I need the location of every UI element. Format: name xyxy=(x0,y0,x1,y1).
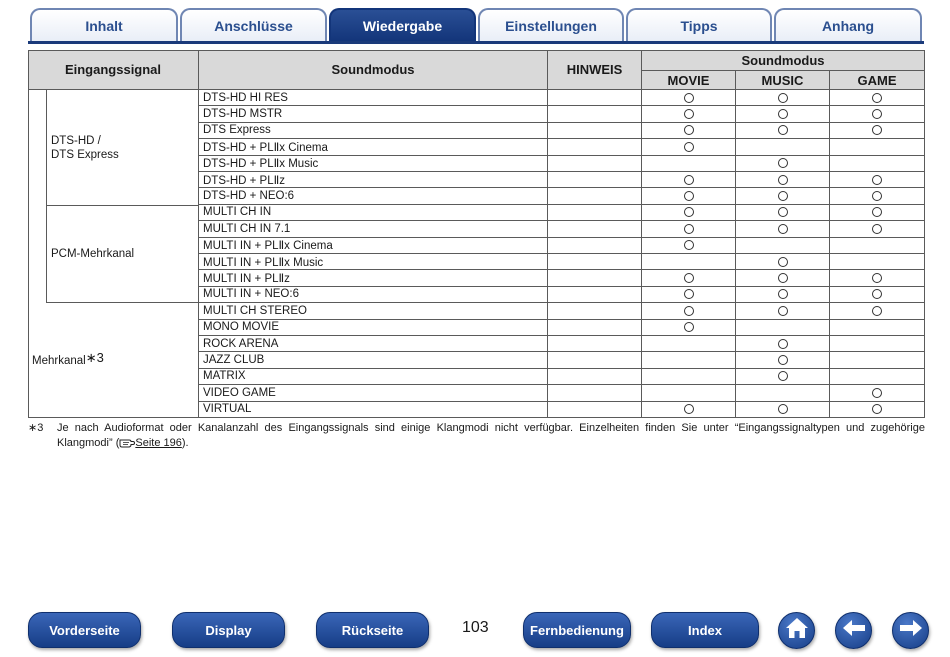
mode-cell: MULTI CH IN xyxy=(199,205,548,221)
footnote-ref-3[interactable]: ∗3 xyxy=(85,349,104,365)
movie-cell xyxy=(642,90,736,106)
movie-cell xyxy=(642,336,736,352)
mode-cell: JAZZ CLUB xyxy=(199,352,548,368)
arrow-right-icon xyxy=(898,618,924,643)
music-cell xyxy=(736,188,830,204)
game-cell xyxy=(830,369,925,385)
available-circle-icon xyxy=(684,125,694,135)
music-cell xyxy=(736,303,830,319)
tab-tipps[interactable]: Tipps xyxy=(626,8,772,41)
back-button[interactable] xyxy=(835,612,872,649)
available-circle-icon xyxy=(872,125,882,135)
group-pcm-multichannel xyxy=(47,206,199,303)
note-cell xyxy=(548,188,642,204)
available-circle-icon xyxy=(778,125,788,135)
note-cell xyxy=(548,221,642,237)
music-cell xyxy=(736,369,830,385)
game-cell xyxy=(830,238,925,254)
available-circle-icon xyxy=(778,289,788,299)
mode-cell: DTS Express xyxy=(199,123,548,139)
front-panel-button[interactable]: Vorderseite xyxy=(28,612,141,648)
note-cell xyxy=(548,254,642,270)
mode-cell: MULTI IN + NEO:6 xyxy=(199,287,548,303)
note-cell xyxy=(548,156,642,172)
note-cell xyxy=(548,320,642,336)
note-cell xyxy=(548,270,642,286)
group-pcm-label: PCM-Mehrkanal xyxy=(51,248,135,260)
mode-cell: DTS-HD + PLⅡz xyxy=(199,172,548,188)
group-dts-hd xyxy=(47,90,199,206)
display-button[interactable]: Display xyxy=(172,612,285,648)
note-cell xyxy=(548,172,642,188)
outer-group-indent xyxy=(28,90,47,303)
mode-cell: MULTI CH STEREO xyxy=(199,303,548,319)
available-circle-icon xyxy=(684,175,694,185)
music-cell xyxy=(736,156,830,172)
footnote-text-before: Je nach Audioformat oder Kanalanzahl des Eingangssignals sind einige Klangmodi nicht verfügbar. Einzelheiten finden Sie unter “Eingangssignaltypen und zugehörige Klangmodi” ( xyxy=(57,422,925,449)
available-circle-icon xyxy=(684,240,694,250)
available-circle-icon xyxy=(778,371,788,381)
game-cell xyxy=(830,320,925,336)
game-cell xyxy=(830,139,925,155)
music-cell xyxy=(736,221,830,237)
available-circle-icon xyxy=(872,289,882,299)
tab-bar xyxy=(28,8,924,44)
music-cell xyxy=(736,254,830,270)
available-circle-icon xyxy=(778,355,788,365)
mode-cell: DTS-HD + NEO:6 xyxy=(199,188,548,204)
mode-cell: MONO MOVIE xyxy=(199,320,548,336)
available-circle-icon xyxy=(778,158,788,168)
rear-panel-button[interactable]: Rückseite xyxy=(316,612,429,648)
arrow-left-icon xyxy=(841,618,867,643)
available-circle-icon xyxy=(872,388,882,398)
game-cell xyxy=(830,270,925,286)
music-cell xyxy=(736,270,830,286)
game-cell xyxy=(830,402,925,418)
game-cell xyxy=(830,172,925,188)
available-circle-icon xyxy=(872,109,882,119)
movie-cell xyxy=(642,385,736,401)
available-circle-icon xyxy=(778,191,788,201)
footnote-text-after: ). xyxy=(181,437,189,449)
available-circle-icon xyxy=(778,207,788,217)
note-cell xyxy=(548,238,642,254)
available-circle-icon xyxy=(778,93,788,103)
available-circle-icon xyxy=(684,404,694,414)
available-circle-icon xyxy=(684,191,694,201)
header-game: GAME xyxy=(830,71,925,90)
note-cell xyxy=(548,385,642,401)
group-multichannel xyxy=(28,303,199,418)
game-cell xyxy=(830,156,925,172)
note-cell xyxy=(548,123,642,139)
home-icon xyxy=(784,616,810,645)
home-button[interactable] xyxy=(778,612,815,649)
music-cell xyxy=(736,123,830,139)
music-cell xyxy=(736,402,830,418)
available-circle-icon xyxy=(778,109,788,119)
note-cell xyxy=(548,287,642,303)
mode-cell: MULTI IN + PLⅡx Music xyxy=(199,254,548,270)
music-cell xyxy=(736,385,830,401)
note-cell xyxy=(548,139,642,155)
note-cell xyxy=(548,336,642,352)
mode-cell: MULTI CH IN 7.1 xyxy=(199,221,548,237)
tab-anhang[interactable]: Anhang xyxy=(774,8,922,41)
movie-cell xyxy=(642,303,736,319)
tab-inhalt[interactable]: Inhalt xyxy=(30,8,178,41)
available-circle-icon xyxy=(778,257,788,267)
tab-anschluesse[interactable]: Anschlüsse xyxy=(180,8,327,41)
tab-bar-baseline xyxy=(28,41,924,44)
movie-cell xyxy=(642,123,736,139)
game-cell xyxy=(830,221,925,237)
mode-cell: VIDEO GAME xyxy=(199,385,548,401)
note-cell xyxy=(548,303,642,319)
movie-cell xyxy=(642,254,736,270)
game-cell xyxy=(830,106,925,122)
available-circle-icon xyxy=(872,191,882,201)
tab-wiedergabe[interactable]: Wiedergabe xyxy=(329,8,476,41)
footnote-text xyxy=(57,421,925,453)
header-sound-mode: Soundmodus xyxy=(199,50,548,90)
music-cell xyxy=(736,320,830,336)
group-dts-hd-line-2: DTS Express xyxy=(51,148,119,161)
header-movie: MOVIE xyxy=(642,71,736,90)
movie-cell xyxy=(642,172,736,188)
available-circle-icon xyxy=(684,273,694,283)
available-circle-icon xyxy=(778,175,788,185)
game-cell xyxy=(830,385,925,401)
note-cell xyxy=(548,402,642,418)
header-music: MUSIC xyxy=(736,71,830,90)
available-circle-icon xyxy=(684,322,694,332)
movie-cell xyxy=(642,238,736,254)
game-cell xyxy=(830,90,925,106)
music-cell xyxy=(736,238,830,254)
note-cell xyxy=(548,90,642,106)
movie-cell xyxy=(642,270,736,286)
game-cell xyxy=(830,123,925,139)
available-circle-icon xyxy=(684,207,694,217)
header-sound-mode-group: Soundmodus xyxy=(642,50,925,71)
available-circle-icon xyxy=(872,306,882,316)
note-cell xyxy=(548,352,642,368)
music-cell xyxy=(736,106,830,122)
movie-cell xyxy=(642,139,736,155)
music-cell xyxy=(736,287,830,303)
movie-cell xyxy=(642,106,736,122)
page-number: 103 xyxy=(462,619,489,636)
mode-cell: MULTI IN + PLⅡz xyxy=(199,270,548,286)
game-cell xyxy=(830,352,925,368)
available-circle-icon xyxy=(684,109,694,119)
group-multichannel-label: Mehrkanal xyxy=(32,354,86,367)
music-cell xyxy=(736,90,830,106)
available-circle-icon xyxy=(872,93,882,103)
movie-cell xyxy=(642,402,736,418)
note-cell xyxy=(548,106,642,122)
movie-cell xyxy=(642,352,736,368)
mode-cell: DTS-HD MSTR xyxy=(199,106,548,122)
game-cell xyxy=(830,254,925,270)
mode-cell: VIRTUAL xyxy=(199,402,548,418)
available-circle-icon xyxy=(778,273,788,283)
group-dts-hd-line-1: DTS-HD / xyxy=(51,134,101,147)
footnote-marker: ∗3 xyxy=(28,422,44,434)
available-circle-icon xyxy=(778,306,788,316)
forward-button[interactable] xyxy=(892,612,929,649)
movie-cell xyxy=(642,320,736,336)
game-cell xyxy=(830,205,925,221)
index-button[interactable]: Index xyxy=(651,612,759,648)
game-cell xyxy=(830,188,925,204)
header-note: HINWEIS xyxy=(548,50,642,90)
header-input-signal: Eingangssignal xyxy=(28,50,199,90)
available-circle-icon xyxy=(684,224,694,234)
page-196-link[interactable]: Seite 196 xyxy=(135,437,182,449)
movie-cell xyxy=(642,205,736,221)
mode-cell: MULTI IN + PLⅡx Cinema xyxy=(199,238,548,254)
note-cell xyxy=(548,205,642,221)
available-circle-icon xyxy=(778,404,788,414)
sound-mode-table xyxy=(28,50,925,418)
available-circle-icon xyxy=(872,224,882,234)
mode-cell: ROCK ARENA xyxy=(199,336,548,352)
available-circle-icon xyxy=(872,175,882,185)
music-cell xyxy=(736,205,830,221)
available-circle-icon xyxy=(872,404,882,414)
movie-cell xyxy=(642,156,736,172)
note-cell xyxy=(548,369,642,385)
available-circle-icon xyxy=(684,142,694,152)
available-circle-icon xyxy=(684,289,694,299)
remote-control-button[interactable]: Fernbedienung xyxy=(523,612,631,648)
movie-cell xyxy=(642,287,736,303)
tab-einstellungen[interactable]: Einstellungen xyxy=(478,8,624,41)
mode-cell: DTS-HD HI RES xyxy=(199,90,548,106)
available-circle-icon xyxy=(778,339,788,349)
mode-cell: DTS-HD + PLⅡx Music xyxy=(199,156,548,172)
available-circle-icon xyxy=(778,224,788,234)
music-cell xyxy=(736,352,830,368)
available-circle-icon xyxy=(872,207,882,217)
movie-cell xyxy=(642,221,736,237)
game-cell xyxy=(830,287,925,303)
game-cell xyxy=(830,303,925,319)
pointing-hand-icon xyxy=(119,437,135,453)
footnote xyxy=(28,421,925,453)
available-circle-icon xyxy=(872,273,882,283)
game-cell xyxy=(830,336,925,352)
available-circle-icon xyxy=(684,93,694,103)
music-cell xyxy=(736,139,830,155)
music-cell xyxy=(736,172,830,188)
music-cell xyxy=(736,336,830,352)
mode-cell: DTS-HD + PLⅡx Cinema xyxy=(199,139,548,155)
mode-cell: MATRIX xyxy=(199,369,548,385)
available-circle-icon xyxy=(684,306,694,316)
movie-cell xyxy=(642,188,736,204)
movie-cell xyxy=(642,369,736,385)
